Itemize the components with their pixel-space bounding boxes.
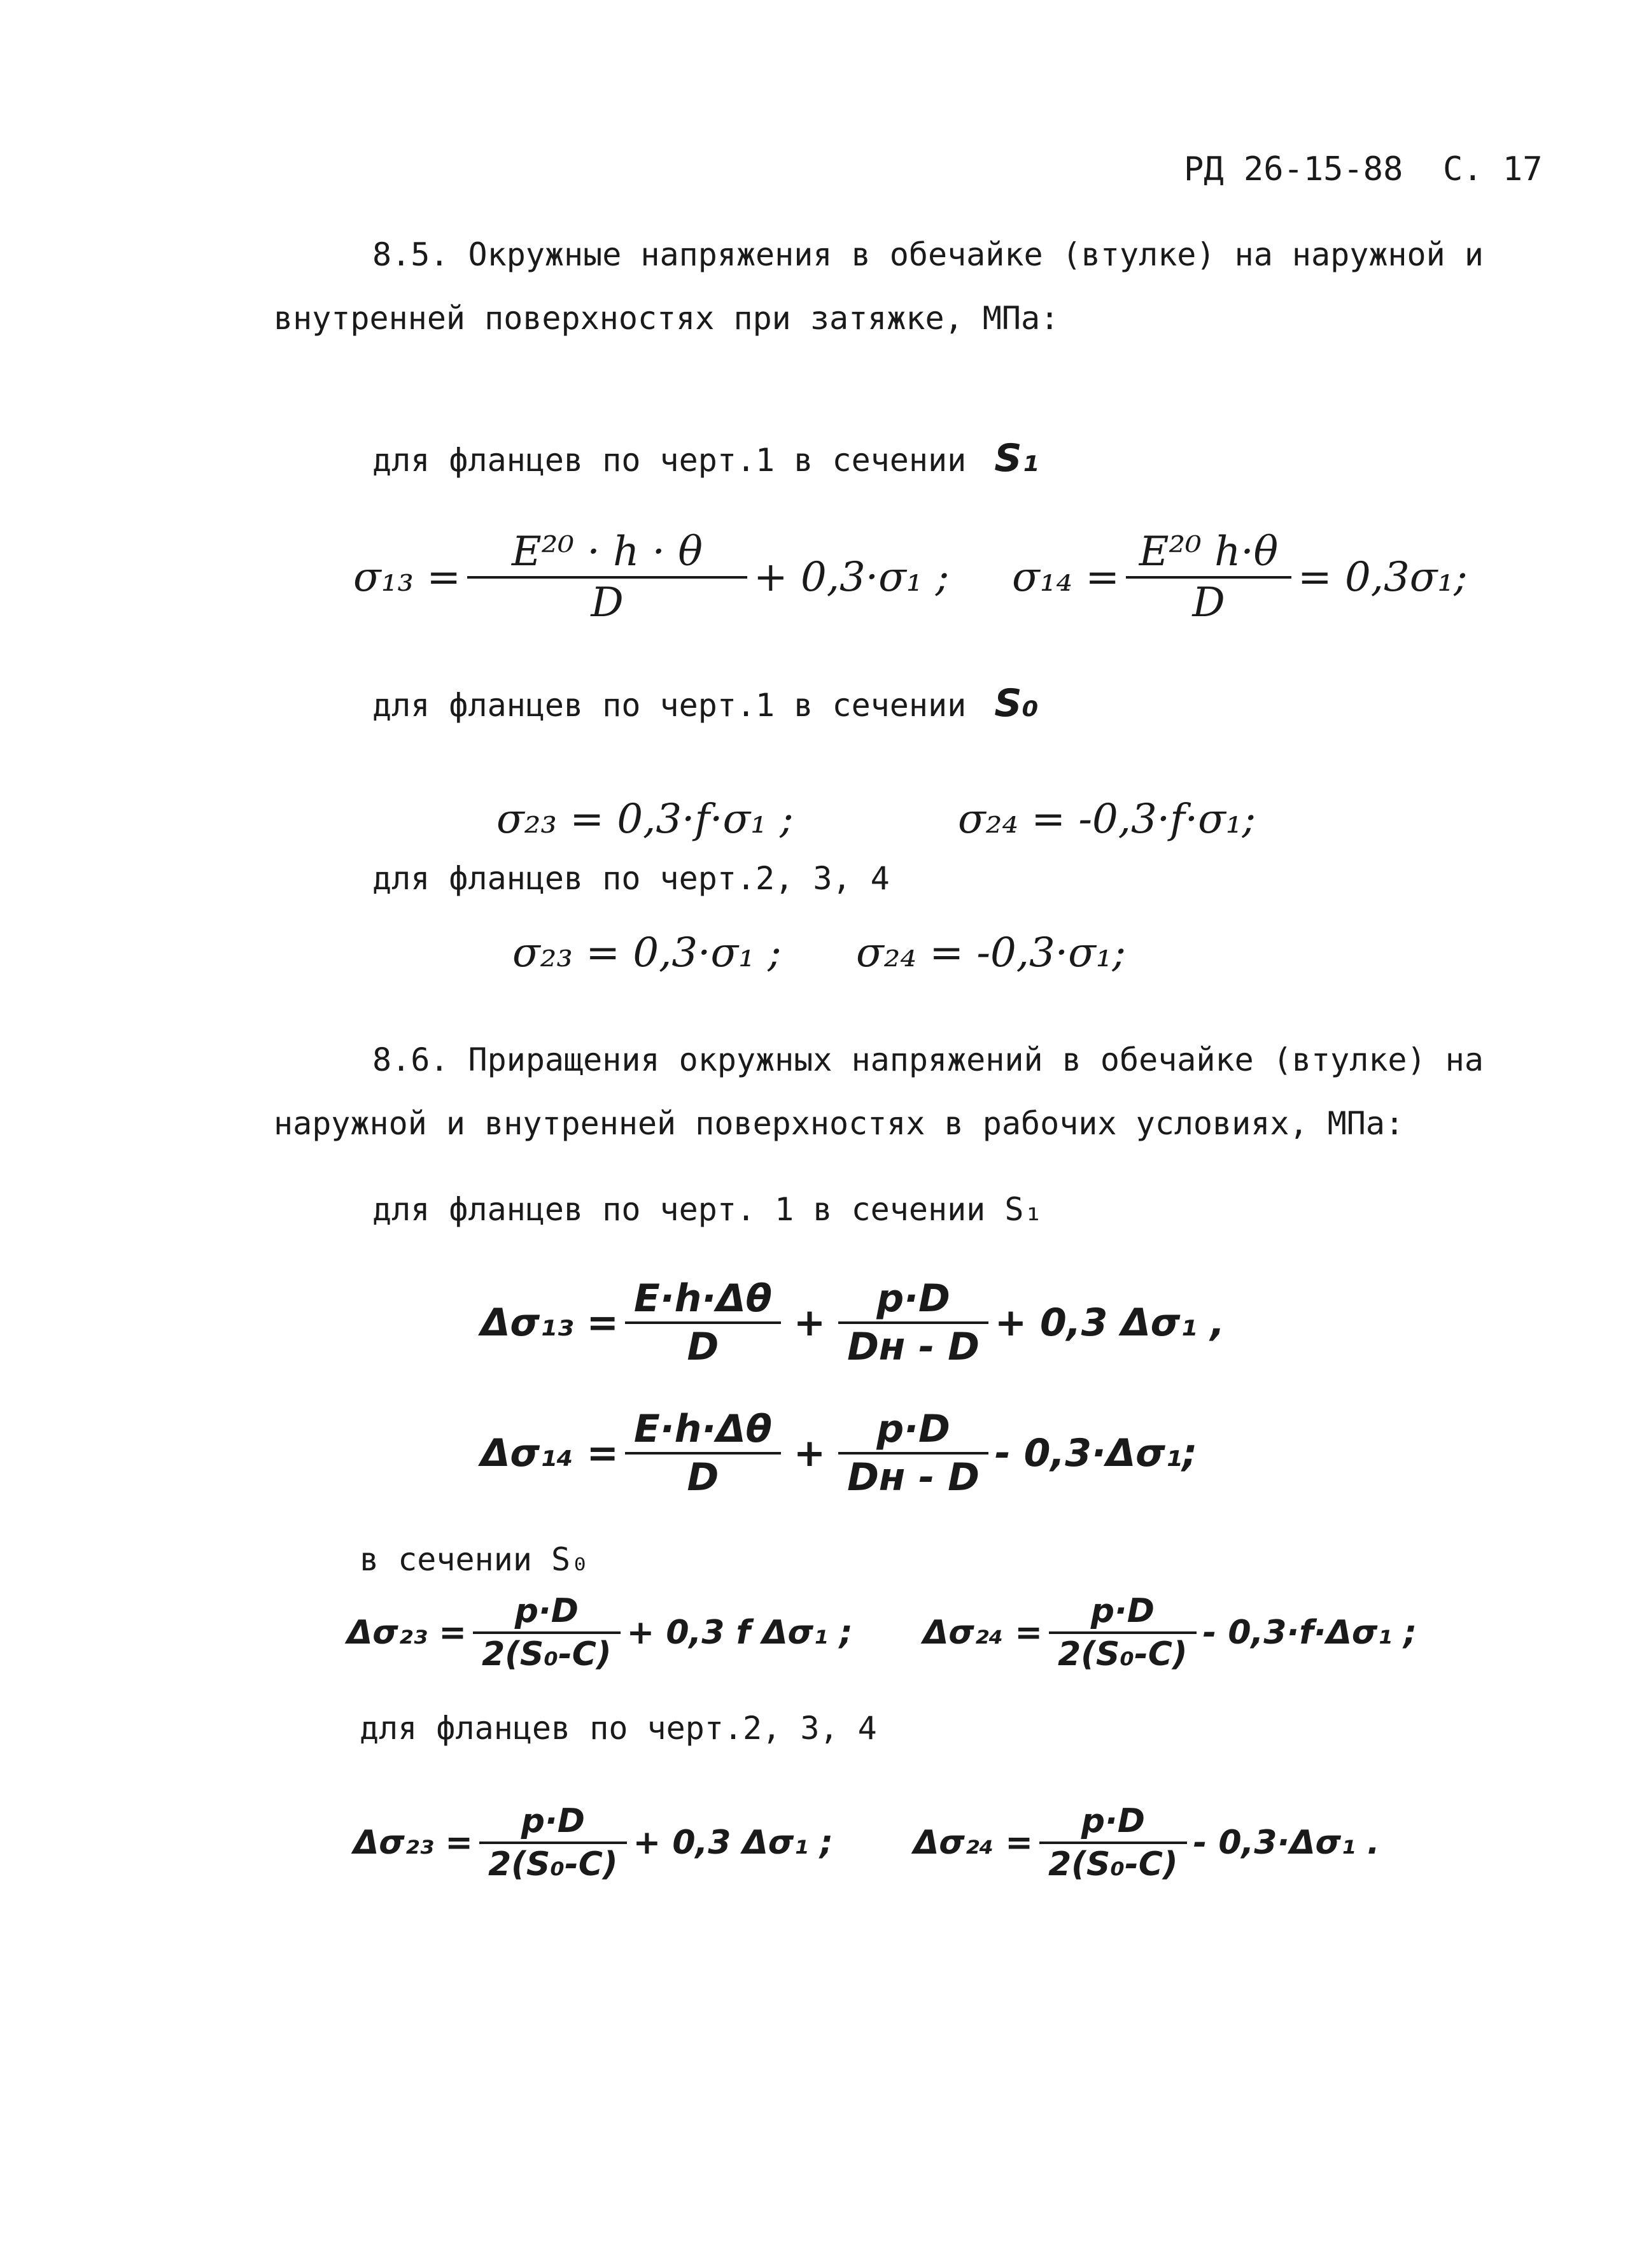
case-4-label: для фланцев по черт. 1 в сечении S₁ [372, 1191, 1043, 1228]
fraction [1039, 1802, 1187, 1884]
fraction-denominator: Dн - D [847, 1325, 980, 1369]
fraction [479, 1802, 627, 1884]
fraction-numerator: E²⁰ · h · θ [512, 528, 703, 575]
fraction-numerator: p·D [521, 1802, 585, 1840]
equation-delta-sigma14 [481, 1407, 1198, 1500]
fraction-denominator: D [687, 1455, 719, 1500]
section-8-6-line2: наружной и внутренней поверхностях в рабочих условиях, МПа: [274, 1105, 1405, 1142]
equation-sigma23-b: σ₂₃ = 0,3·σ₁ ; [512, 929, 782, 976]
eq-rest: - 0,3·Δσ₁ . [1193, 1824, 1380, 1862]
operator: + [793, 1300, 826, 1345]
equation-sigma13 [353, 528, 950, 626]
fraction [625, 1407, 781, 1500]
eq-lhs: Δσ₂₃ = [347, 1614, 467, 1652]
case-1-label: для фланцев по черт.1 в сечении S₁ [372, 436, 1039, 481]
fraction-numerator: p·D [1081, 1802, 1145, 1840]
equation-delta-sigma23-b [353, 1802, 833, 1884]
equation-delta-sigma24 [923, 1592, 1417, 1673]
fraction-denominator: D [591, 579, 624, 626]
equation-delta-sigma24-b [913, 1802, 1380, 1884]
section-8-6-line1: 8.6. Приращения окружных напряжений в обечайке (втулке) на [372, 1041, 1484, 1078]
fraction-numerator: p·D [514, 1592, 579, 1630]
eq-rest: - 0,3·Δσ₁; [994, 1431, 1198, 1476]
fraction-denominator: 2(S₀-C) [488, 1845, 618, 1884]
eq-lhs: Δσ₂₄ = [923, 1614, 1043, 1652]
eq-lhs: σ₁₄ = [1012, 554, 1120, 601]
operator: + [793, 1431, 826, 1476]
eq-lhs: Δσ₂₄ = [913, 1824, 1033, 1862]
fraction-numerator: p·D [876, 1407, 950, 1451]
eq-lhs: σ₁₃ = [353, 554, 461, 601]
fraction-denominator: 2(S₀-C) [481, 1635, 612, 1673]
fraction [1126, 528, 1291, 626]
fraction [838, 1276, 988, 1369]
eq-lhs: Δσ₂₃ = [353, 1824, 473, 1862]
eq-rest: + 0,3 Δσ₁ , [994, 1300, 1225, 1345]
fraction [625, 1276, 781, 1369]
page-number: С. 17 [1443, 150, 1543, 188]
fraction [838, 1407, 988, 1500]
eq-lhs: Δσ₁₄ = [481, 1431, 619, 1476]
fraction-numerator: E·h·Δθ [633, 1276, 772, 1321]
section-8-5-line2: внутренней поверхностях при затяжке, МПа: [274, 300, 1060, 337]
fraction-numerator: p·D [1090, 1592, 1155, 1630]
equation-delta-sigma23 [347, 1592, 853, 1673]
eq-rest: + 0,3 Δσ₁ ; [633, 1824, 833, 1862]
eq-rest: + 0,3·σ₁ ; [753, 554, 950, 601]
case-5-label: в сечении S₀ [360, 1541, 590, 1578]
section-8-5-line1: 8.5. Окружные напряжения в обечайке (втулке) на наружной и [372, 236, 1484, 273]
case-6-label: для фланцев по черт.2, 3, 4 [360, 1710, 877, 1747]
equation-sigma14 [1012, 528, 1468, 626]
eq-rest: + 0,3 f Δσ₁ ; [626, 1614, 853, 1652]
fraction-numerator: p·D [876, 1276, 950, 1321]
fraction-denominator: 2(S₀-C) [1048, 1845, 1178, 1884]
fraction-numerator: E²⁰ h·θ [1139, 528, 1279, 575]
fraction-denominator: Dн - D [847, 1455, 980, 1500]
fraction [1049, 1592, 1197, 1673]
eq-rest: - 0,3·f·Δσ₁ ; [1202, 1614, 1417, 1652]
equation-sigma23: σ₂₃ = 0,3·f·σ₁ ; [496, 796, 794, 843]
fraction-denominator: 2(S₀-C) [1057, 1635, 1188, 1673]
case-2-label: для фланцев по черт.1 в сечении S₀ [372, 681, 1039, 726]
section-symbol-s0: S₀ [994, 681, 1039, 726]
fraction-numerator: E·h·Δθ [633, 1407, 772, 1451]
fraction [473, 1592, 621, 1673]
fraction [467, 528, 747, 626]
doc-code: РД 26-15-88 [1184, 150, 1403, 188]
section-symbol-s1: S₁ [994, 436, 1039, 481]
eq-lhs: Δσ₁₃ = [481, 1300, 619, 1345]
page-header [1184, 150, 1543, 189]
equation-sigma24-b: σ₂₄ = -0,3·σ₁; [856, 929, 1126, 976]
equation-sigma24: σ₂₄ = -0,3·f·σ₁; [958, 796, 1256, 843]
eq-rest: = 0,3σ₁; [1297, 554, 1468, 601]
fraction-denominator: D [687, 1325, 719, 1369]
equation-delta-sigma13 [481, 1276, 1225, 1369]
fraction-denominator: D [1192, 579, 1225, 626]
case-3-label: для фланцев по черт.2, 3, 4 [372, 860, 890, 897]
